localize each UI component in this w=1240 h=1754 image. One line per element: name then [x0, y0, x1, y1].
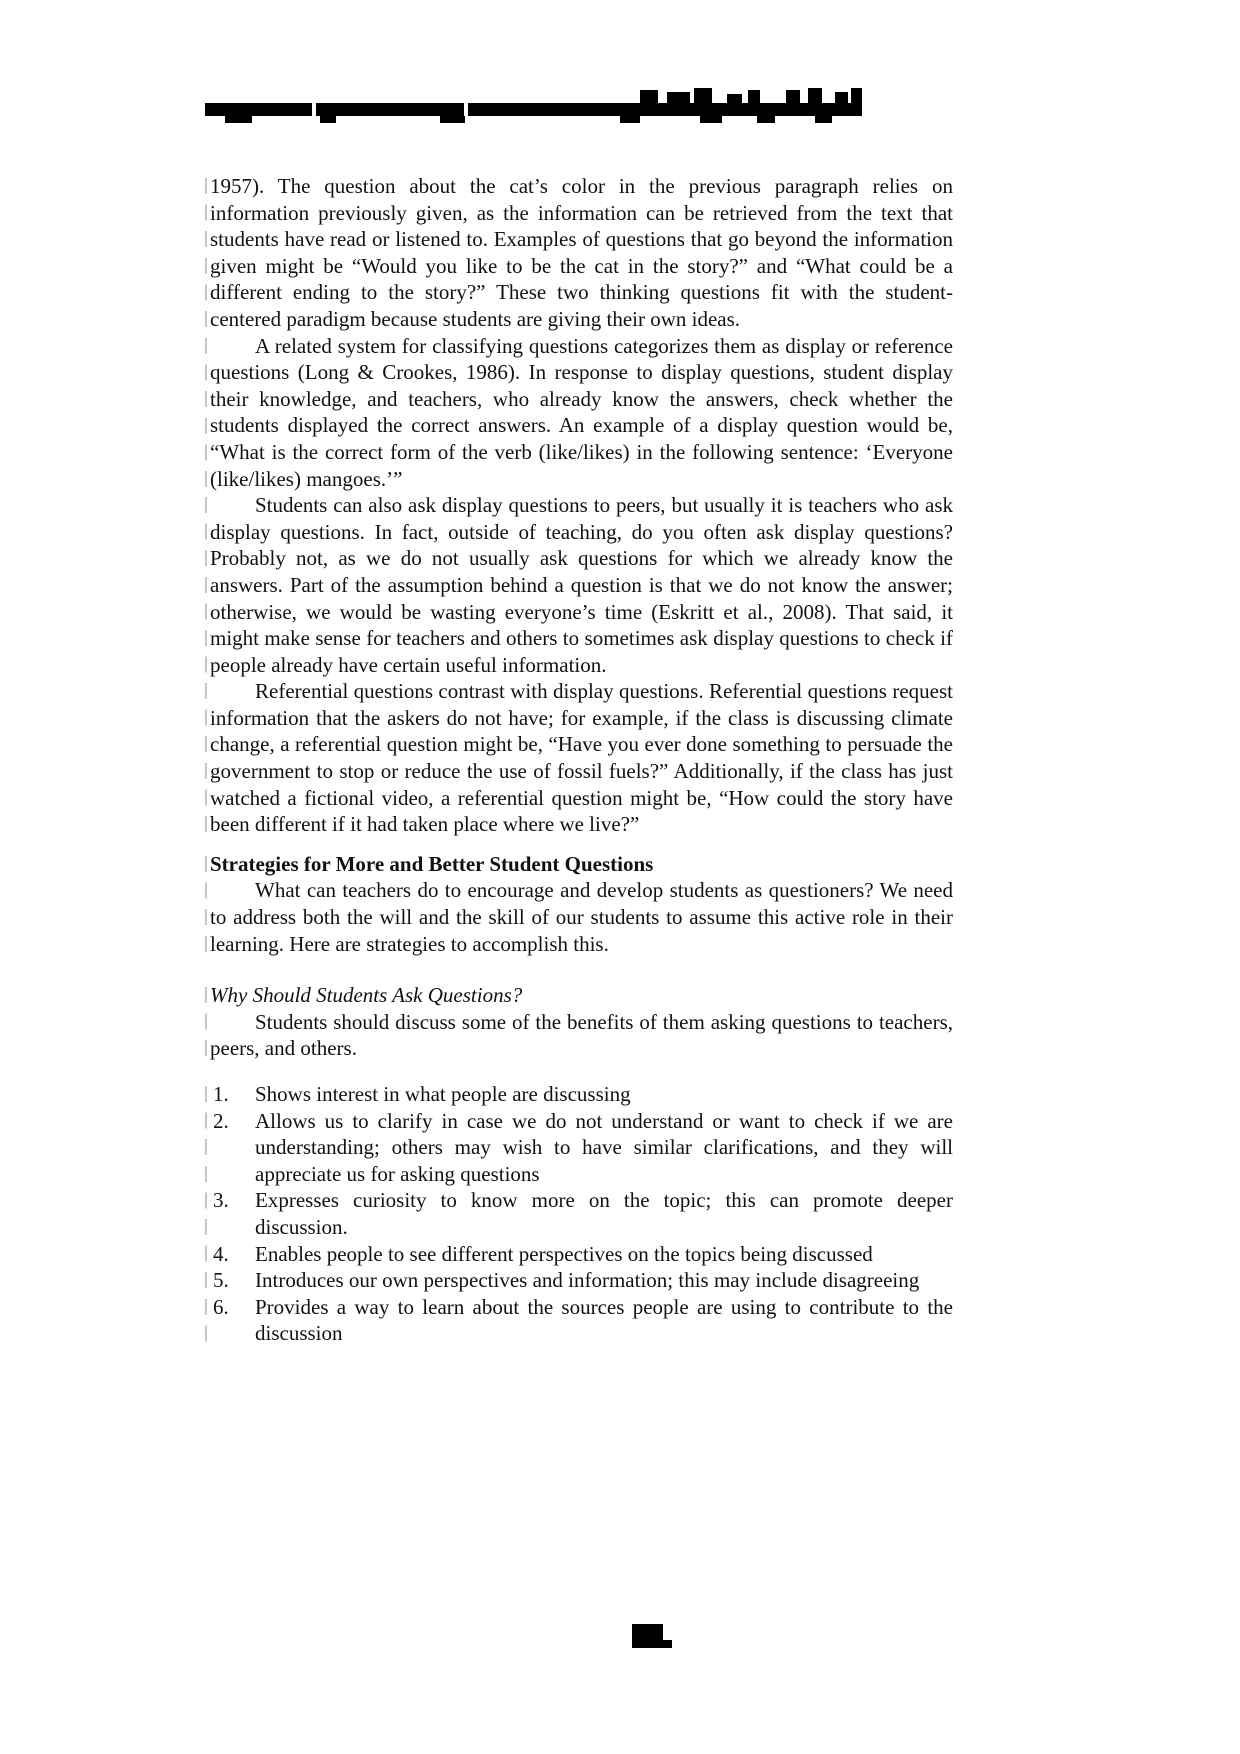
list-item: [210, 1294, 953, 1347]
subsection-heading: Why Should Students Ask Questions?: [210, 983, 523, 1008]
list-item-number: 3.: [213, 1188, 229, 1213]
list-item-number: 5.: [213, 1268, 229, 1293]
section-intro-paragraph: What can teachers do to encourage and develop students as questioners? We need to address both the will and the skill of our students to assume this active role in their learning. Here are strategies to accomplish this.: [210, 878, 953, 956]
section-heading: Strategies for More and Better Student Questions: [210, 851, 654, 876]
paragraph-display-reference: A related system for classifying questions categorizes them as display or reference questions (Long & Crookes, 1986). In response to display questions, student display their knowledge, and teachers, who already know the answers, check whether the students displayed the correct answers. An example of a display question would be, “What is the correct form of the verb (like/likes) in the following sentence: ‘Everyone (like/likes) mangoes.’”: [210, 333, 953, 491]
list-item-text: Introduces our own perspectives and information; this may include disagreeing: [255, 1268, 920, 1293]
redacted-header-bar: [205, 84, 865, 126]
list-item: [210, 1081, 953, 1108]
list-item-number: 4.: [213, 1241, 229, 1266]
text-column: [210, 173, 953, 1347]
list-item-text: Provides a way to learn about the sources people are using to contribute to the discussion: [255, 1294, 953, 1346]
paragraph-display-questions: Students can also ask display questions to peers, but usually it is teachers who ask display questions. In fact, outside of teaching, do you often ask display questions? Probably not, as we do not usually ask questions for which we already know the answers. Part of the assumption behind a question is that we do not know the answer; otherwise, we would be wasting everyone’s time (Eskritt et al., 2008). That said, it might make sense for teachers and others to sometimes ask display questions to check if people already have certain useful information.: [210, 493, 953, 677]
list-item-text: Expresses curiosity to know more on the topic; this can promote deeper discussion.: [255, 1188, 953, 1239]
list-item: [210, 1267, 953, 1294]
list-item: [210, 1187, 953, 1240]
subsection-intro-paragraph: Students should discuss some of the benefits of them asking questions to teachers, peers, and others.: [210, 1009, 953, 1061]
list-item-number: 2.: [213, 1108, 229, 1133]
list-item-text: Enables people to see different perspectives on the topics being discussed: [255, 1241, 873, 1266]
redacted-page-number-fragment: [662, 1640, 672, 1648]
list-item-text: Shows interest in what people are discussing: [255, 1082, 631, 1106]
list-item: [210, 1241, 953, 1268]
list-item-text: Allows us to clarify in case we do not understand or want to check if we are understanding; others may wish to have similar clarifications, and they will appreciate us for asking questions: [255, 1108, 953, 1186]
list-item-number: 1.: [213, 1082, 229, 1106]
section-strategies: [210, 851, 953, 957]
redaction-shapes: [205, 84, 865, 126]
list-item-number: 6.: [213, 1294, 229, 1319]
subsection-why-questions: [210, 982, 953, 1062]
redacted-page-number: [632, 1624, 663, 1648]
paragraph-continued: 1957). The question about the cat’s color in the previous paragraph relies on information previously given, as the information can be retrieved from the text that students have read or listened to. Examples of questions that go beyond the information given might be “Would you like to be the cat in the story?” and “What could be a different ending to the story?” These two thinking questions fit with the student-centered paradigm because students are giving their own ideas.: [210, 174, 953, 331]
list-item: [210, 1108, 953, 1188]
benefits-list: [210, 1081, 953, 1347]
paragraph-referential-questions: Referential questions contrast with display questions. Referential questions request information that the askers do not have; for example, if the class is discussing climate change, a referential question might be, “Have you ever done something to persuade the government to stop or reduce the use of fossil fuels?” Additionally, if the class has just watched a fictional video, a referential question might be, “How could the story have been different if it had taken place where we live?”: [210, 679, 953, 837]
